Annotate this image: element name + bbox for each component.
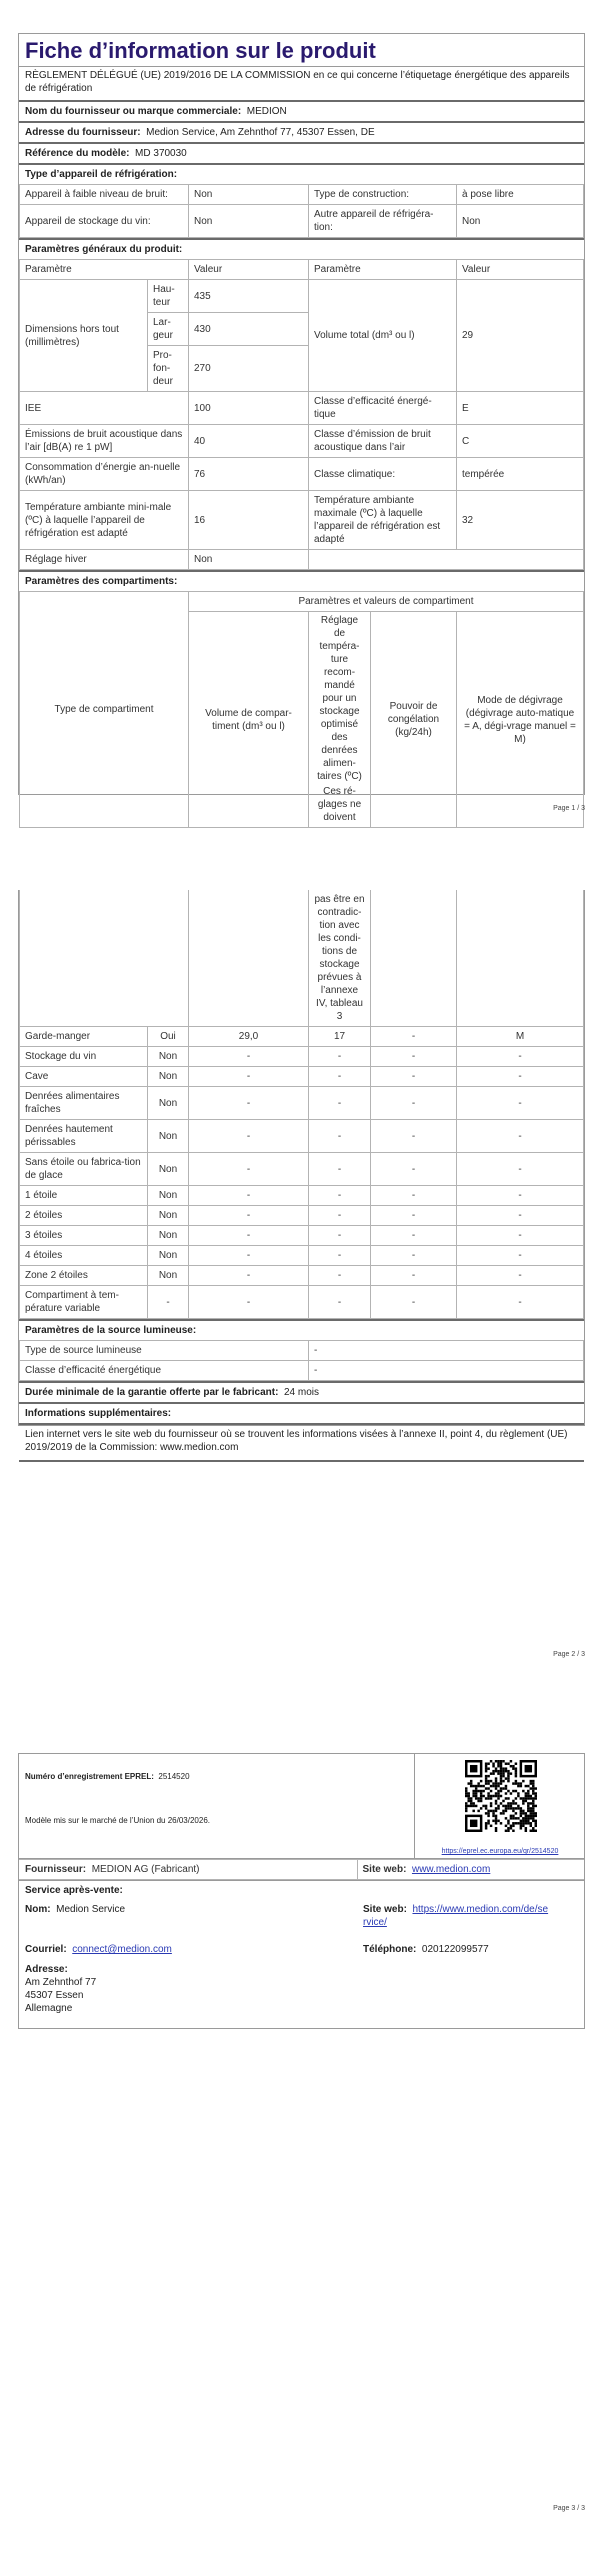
table-row: Zone 2 étoiles Non - - - -: [20, 1266, 584, 1286]
compartment-rows: [20, 1027, 584, 1319]
address-row: Adresse du fournisseur: Medion Service, Am Zehnthof 77, 45307 Essen, DE: [19, 121, 584, 142]
qr-link[interactable]: https://eprel.ec.europa.eu/qr/2514520: [441, 1848, 559, 1855]
extra-heading: Informations supplémentaires:: [19, 1402, 584, 1423]
table-row: Appareil de stockage du vin: Non Autre appareil de réfrigéra-tion: Non: [20, 205, 584, 238]
page-title: Fiche d’information sur le produit: [25, 38, 376, 63]
table-header-row: Volume de compar-timent (dm³ ou l) Réglage de tempéra-ture recom-mandé pour un stockage optimisé des denrées alimen-taires (ºC) Ces ré-glages ne doivent Pouvoir de congélation (kg/24h) Mode de dégivrage (dégivrage auto-matique = A, dégi-vrage manuel = M): [20, 612, 584, 828]
address-block: Adresse: Am Zehnthof 77 45307 Essen Allemagne: [25, 1964, 97, 2014]
table-header-row: Paramètre Valeur Paramètre Valeur: [20, 260, 584, 280]
website-link[interactable]: www.medion.com: [411, 1864, 491, 1875]
model-row: Référence du modèle: MD 370030: [19, 142, 584, 163]
regulation-text: RÈGLEMENT DÉLÉGUÉ (UE) 2019/2016 DE LA COMMISSION en ce qui concerne l’étiquetage énergétique des appareils de réfrigération: [19, 66, 584, 100]
table-row: Cave Non - - - -: [20, 1067, 584, 1087]
table-row: Pro-fon-deur 270: [20, 346, 584, 392]
page-number: Page 1 / 3: [553, 805, 585, 812]
email-link[interactable]: connect@medion.com: [72, 1944, 172, 1955]
warranty-row: Durée minimale de la garantie offerte par le fabricant: 24 mois: [19, 1381, 584, 1402]
compartments-header-table: [19, 591, 584, 828]
table-row: Appareil à faible niveau de bruit: Non Type de construction: à pose libre: [20, 185, 584, 205]
table-row: Sans étoile ou fabrica-tion de glace Non - - - -: [20, 1153, 584, 1186]
service-website-link[interactable]: https://www.medion.com/de/se: [412, 1904, 549, 1915]
table-row: Denrées hautement périssables Non - - - -: [20, 1120, 584, 1153]
table-header-row: pas être en contradic-tion avec les condi-tions de stockage prévues à l’annexe IV, tableau 3: [20, 890, 584, 1027]
type-heading: Type d’appareil de réfrigération:: [19, 163, 584, 184]
table-row: 1 étoile Non - - - -: [20, 1186, 584, 1206]
type-table: [19, 184, 584, 238]
extra-text: Lien internet vers le site web du fournisseur où se trouvent les informations visées à l’annexe II, point 4, du règlement (UE) 2019/2019 de la Commission: www.medion.com: [19, 1423, 584, 1462]
table-row: Type de source lumineuse -: [20, 1341, 584, 1361]
table-row: IEE 100 Classe d’efficacité énergé-tique E: [20, 392, 584, 425]
general-heading: Paramètres généraux du produit:: [19, 238, 584, 259]
contact-table: [19, 1859, 584, 1880]
table-row: Réglage hiver Non: [20, 550, 584, 570]
table-row: Émissions de bruit acoustique dans l’air [dB(A) re 1 pW] 40 Classe d’émission de bruit acoustique dans l’air C: [20, 425, 584, 458]
table-row: Dimensions hors tout (millimètres) Hau-teur 435 Volume total (dm³ ou l) 29: [20, 280, 584, 313]
compartments-table: [19, 890, 584, 1319]
supplier-row: Nom du fournisseur ou marque commerciale: MEDION: [19, 100, 584, 121]
table-row: 4 étoiles Non - - - -: [20, 1246, 584, 1266]
page-2: [18, 890, 585, 1453]
table-row: 2 étoiles Non - - - -: [20, 1206, 584, 1226]
light-table: [19, 1340, 584, 1381]
page-number: Page 3 / 3: [553, 2505, 585, 2512]
table-row: Classe d’efficacité énergétique -: [20, 1361, 584, 1381]
after-sales-section: Service après-vente: Nom: Medion Service Site web: https://www.medion.com/de/se rvice/ Courriel: connect@medion.com Téléphone: 020122099577 Adresse: Am Zehnthof 77 45307 Essen Allemagne: [19, 1880, 584, 2015]
table-row: Denrées alimentaires fraîches Non - - - -: [20, 1087, 584, 1120]
general-table: [19, 259, 584, 570]
page-3: [18, 1753, 585, 2029]
eprel-block: Numéro d’enregistrement EPREL: 2514520 Modèle mis sur le marché de l’Union du 26/03/2026. https://eprel.ec.europa.eu/qr/2514520: [19, 1754, 584, 1859]
table-row: 3 étoiles Non - - - -: [20, 1226, 584, 1246]
page-number: Page 2 / 3: [553, 1651, 585, 1658]
table-header-row: Type de compartiment Paramètres et valeurs de compartiment: [20, 592, 584, 612]
table-row: Consommation d’énergie an-nuelle (kWh/an) 76 Classe climatique: tempérée: [20, 458, 584, 491]
light-heading: Paramètres de la source lumineuse:: [19, 1319, 584, 1340]
table-row: Lar-geur 430: [20, 313, 584, 346]
compartments-heading: Paramètres des compartiments:: [19, 570, 584, 591]
table-row: Compartiment à tem-pérature variable - - - - -: [20, 1286, 584, 1319]
table-row: Fournisseur: MEDION AG (Fabricant) Site web: www.medion.com: [19, 1860, 584, 1880]
qr-code-icon: [465, 1760, 537, 1837]
table-row: Température ambiante mini-male (ºC) à laquelle l’appareil de réfrigération est adapté 16 Température ambiante maximale (ºC) à laquelle l’appareil de réfrigération est adapté 32: [20, 491, 584, 550]
table-row: Garde-manger Oui 29,0 17 - M: [20, 1027, 584, 1047]
table-row: Stockage du vin Non - - - -: [20, 1047, 584, 1067]
